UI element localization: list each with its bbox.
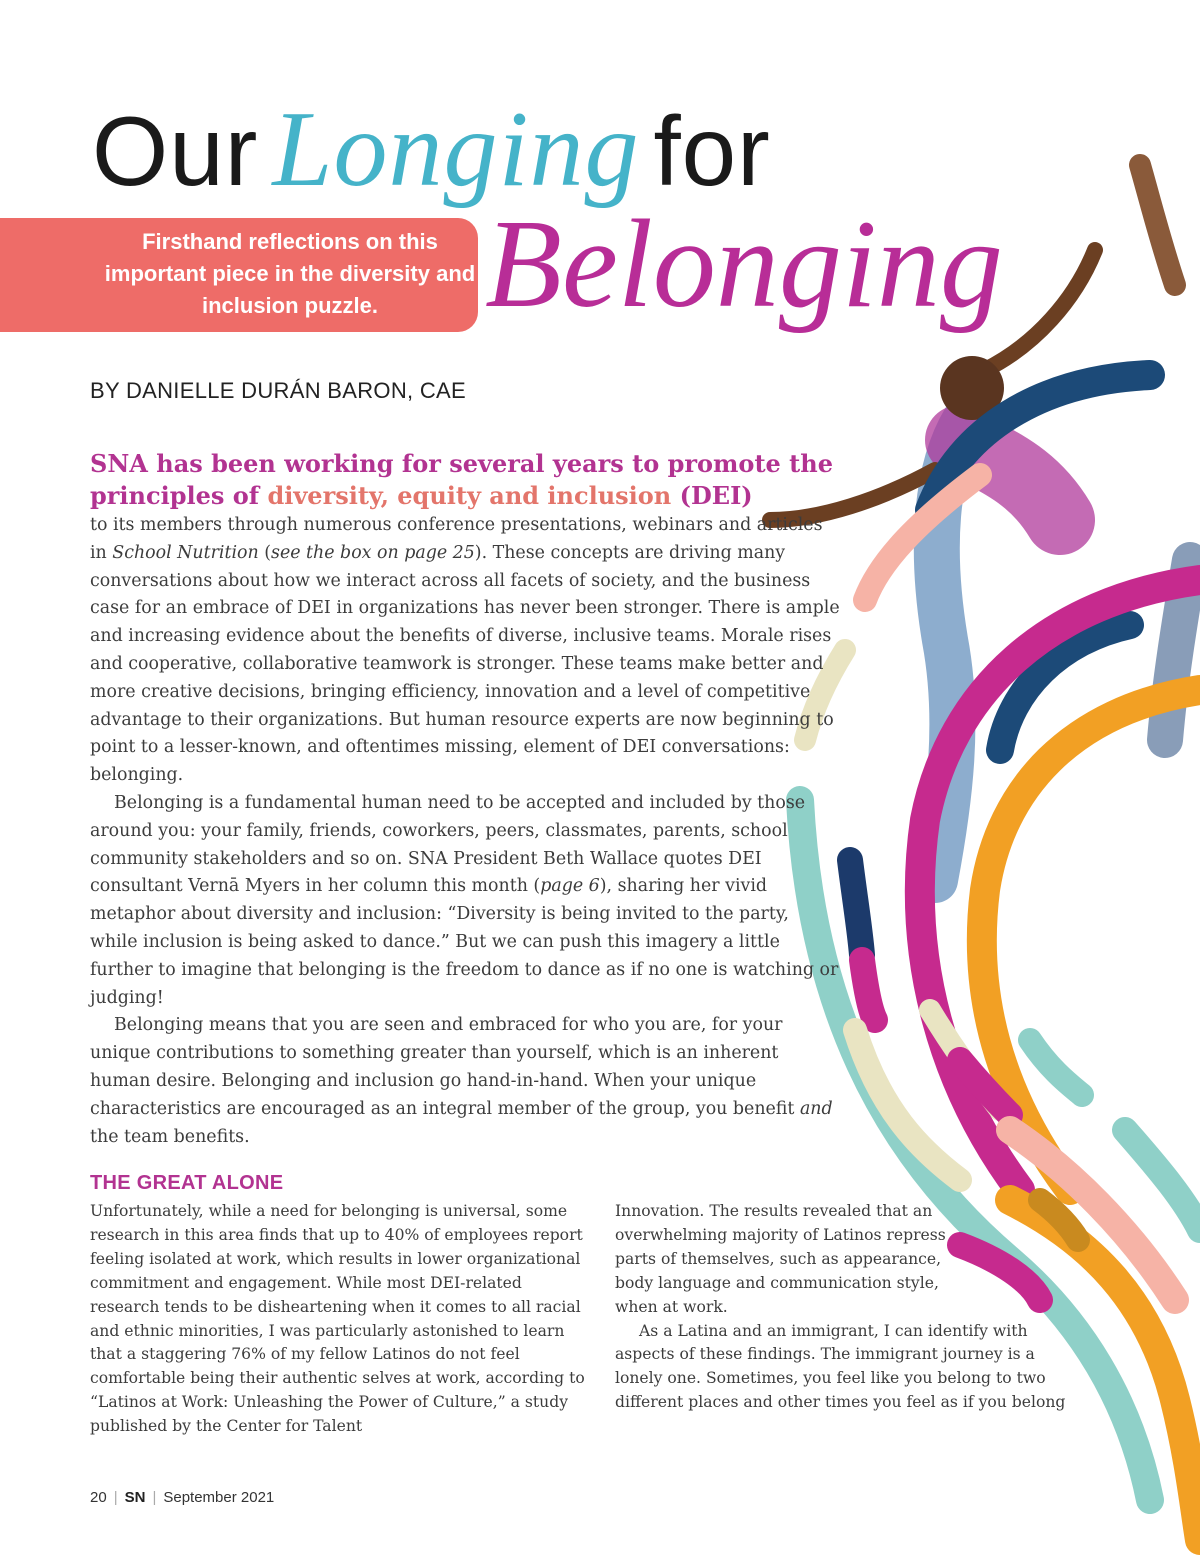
title-word-longing: Longing (272, 90, 640, 209)
swoosh-cream-mid (855, 1030, 960, 1180)
issue-date: September 2021 (163, 1489, 275, 1506)
swoosh-teal-right (1125, 1130, 1200, 1230)
person-head-shape (940, 356, 1004, 420)
page-footer (90, 1489, 274, 1506)
section-column-left (90, 1200, 588, 1439)
body-p2-italic-page: page 6 (540, 876, 600, 897)
footer-separator: | (113, 1489, 118, 1506)
swoosh-magenta-mid (960, 1060, 1010, 1115)
article-deck: Firsthand reflections on this important piece in the diversity and inclusion puzzle. (104, 229, 476, 318)
person2-legs-shape (1165, 560, 1190, 740)
intro-text-part2: (DEI) (671, 481, 753, 510)
swoosh-navy-mid (1000, 625, 1130, 750)
byline: BY DANIELLE DURÁN BARON, CAE (90, 378, 466, 403)
body-p3-italic-and: and (799, 1098, 833, 1119)
body-p2-text-b: ), sharing her vivid metaphor about diversity and inclusion: “Diversity is being invited to the party, while inclusion is being asked to dance.” But we can push this imagery a little further to imagine that belonging is the freedom to dance as if no one is watching or judging! (90, 876, 839, 1008)
swoosh-magenta (920, 580, 1200, 1190)
title-word-our: Our (92, 96, 259, 206)
body-p1-italic-reference: see the box on page 25 (271, 542, 475, 563)
title-word-belonging: Belonging (485, 195, 1003, 334)
section-right-paragraph-2: As a Latina and an immigrant, I can identify with aspects of these findings. The immigrant journey is a lonely one. Sometimes, you feel like you belong to two different places and other times you feel as if you belong (615, 1321, 1066, 1412)
intro-text-part1: SNA has been working for several years to promote the principles of (90, 449, 833, 510)
body-paragraph-2 (90, 790, 840, 1012)
section-right-paragraph-1: Innovation. The results revealed that an overwhelming majority of Latinos repress parts of themselves, such as appearance, body language and communication style, when at work. (615, 1202, 946, 1316)
person-silhouette (935, 420, 965, 880)
swoosh-magenta-small (862, 960, 875, 1020)
body-p2-text-a: Belonging is a fundamental human need to be accepted and included by those around you: your family, friends, coworkers, peers, classmates, parents, school community stakeholders and so on. SNA President Beth Wallace quotes DEI consultant Vernā Myers in her column this month ( (90, 792, 806, 897)
body-p1-text-b: ( (258, 542, 272, 563)
section-column-right (615, 1200, 1085, 1415)
article-title-line1 (92, 90, 771, 209)
swoosh-teal-small (1030, 1040, 1082, 1095)
section-left-paragraph: Unfortunately, while a need for belonging is universal, some research in this area finds that up to 40% of employees report feeling isolated at work, which results in lower organizational commitment and engagement. While most DEI-related research tends to be disheartening when it comes to all racial and ethnic minorities, I was particularly astonished to learn that a staggering 76% of my fellow Latinos do not feel comfortable being their authentic selves at work, according to “Latinos at Work: Unleashing the Power of Culture,” a study published by the Center for Talent (90, 1202, 585, 1436)
page-number: 20 (90, 1489, 107, 1506)
body-p3-text-a: Belonging means that you are seen and embraced for who you are, for your unique contributions to something greater than yourself, which is an inherent human desire. Belonging and inclusion go hand-in-hand. When your unique characteristics are encouraged as an integral member of the group, you benefit (90, 1015, 800, 1119)
magazine-abbrev: SN (124, 1489, 146, 1506)
body-paragraph-3 (90, 1012, 840, 1151)
swoosh-navy (930, 375, 1150, 510)
footer-separator-2: | (152, 1489, 157, 1506)
body-p1-italic-publication: School Nutrition (112, 542, 259, 563)
title-word-for: for (653, 96, 771, 206)
person-torso-shape (960, 440, 1060, 520)
body-p3-text-b: the team benefits. (90, 1126, 250, 1147)
body-paragraph-1 (90, 512, 840, 790)
swoosh-orange (982, 690, 1200, 1190)
intro-highlight: diversity, equity and inclusion (267, 481, 672, 510)
article-body (90, 512, 840, 1151)
intro-lead (90, 448, 850, 512)
body-p1-text-a: to its members through numerous conference presentations, webinars and articles in (90, 515, 823, 563)
swoosh-cream-right (930, 1010, 1000, 1110)
swoosh-peach-top (865, 475, 980, 600)
raised-hand-shape (1140, 165, 1175, 285)
body-p1-text-c: ). These concepts are driving many conversations about how we interact across all facets of society, and the business case for an embrace of DEI in organizations has never been stronger. There is ample and increasing evidence about the benefits of diverse, inclusive teams. Morale rises and cooperative, collaborative teamwork is stronger. These teams make better and more creative decisions, bringing efficiency, innovation and a level of competitive advantage to their organizations. But human resource experts are now beginning to point to a lesser-known, and oftentimes missing, element of DEI conversations: belonging. (90, 542, 840, 786)
section-heading: THE GREAT ALONE (90, 1172, 284, 1194)
swoosh-navy-small (850, 860, 862, 955)
